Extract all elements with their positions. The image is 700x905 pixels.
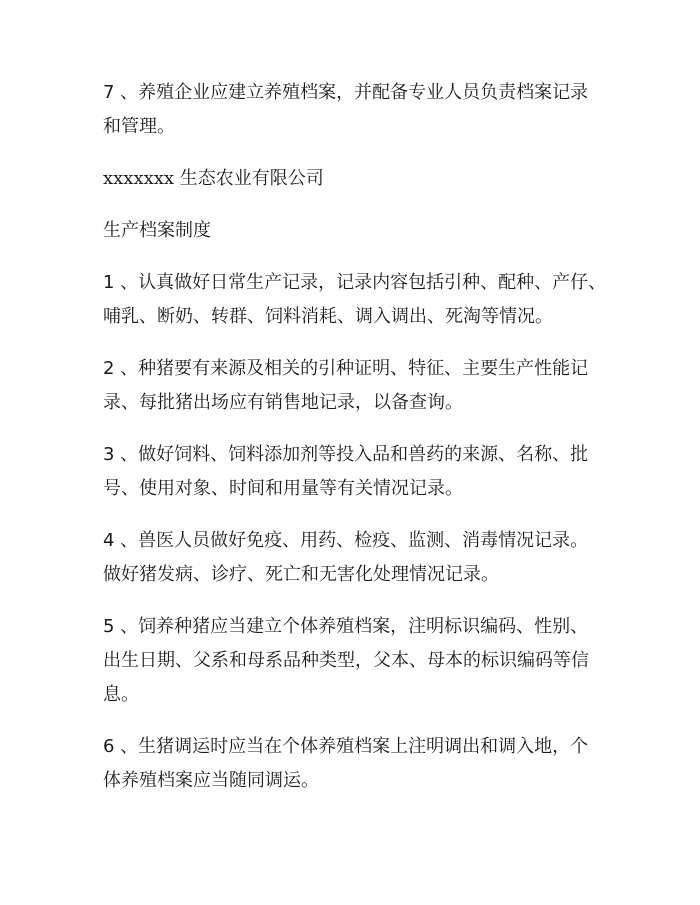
paragraph-archive-requirement: 7 、养殖企业应建立养殖档案，并配备专业人员负责档案记录 和管理。	[103, 82, 589, 137]
paragraph-item-1: 1 、认真做好日常生产记录，记录内容包括引种、配种、产仔、 哺乳、断奶、转群、饲料消耗、调入调出、死淘等情况。	[103, 272, 607, 327]
paragraph-item-4: 4 、兽医人员做好免疫、用药、检疫、监测、消毒情况记录。 做好猪发病、诊疗、死亡和无害化处理情况记录。	[103, 530, 589, 585]
paragraph-item-5: 5 、饲养种猪应当建立个体养殖档案，注明标识编码、性别、 出生日期、父系和母系品种类型，父本、母本的标识编码等信 息。	[103, 616, 589, 705]
document-body	[103, 76, 623, 816]
company-name: xxxxxxx 生态农业有限公司	[103, 168, 324, 189]
paragraph-item-6: 6 、生猪调运时应当在个体养殖档案上注明调出和调入地，个 体养殖档案应当随同调运。	[103, 736, 589, 791]
paragraph-item-2: 2 、种猪要有来源及相关的引种证明、特征、主要生产性能记 录、每批猪出场应有销售地记录，以备查询。	[103, 358, 589, 413]
document-title: 生产档案制度	[103, 220, 211, 241]
paragraph-item-3: 3 、做好饲料、饲料添加剂等投入品和兽药的来源、名称、批 号、使用对象、时间和用量等有关情况记录。	[103, 444, 589, 499]
